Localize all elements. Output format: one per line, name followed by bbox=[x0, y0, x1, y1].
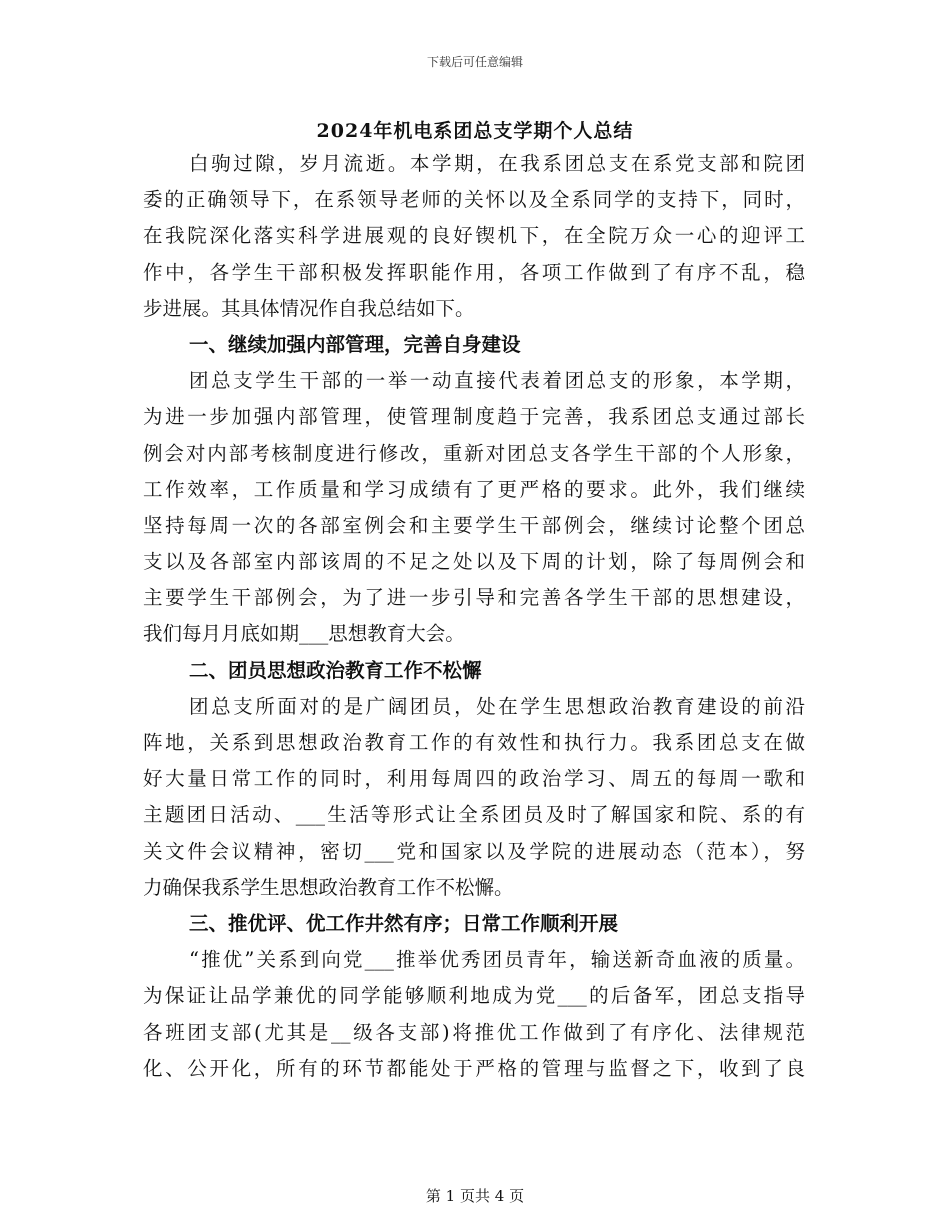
text-line: 团总支所面对的是广阔团员，处在学生思想政治教育建设的前沿 bbox=[189, 694, 805, 718]
text-line: 阵地，关系到思想政治教育工作的有效性和执行力。我系团总支在做 bbox=[143, 731, 805, 754]
text-line: 例会对内部考核制度进行修改，重新对团总支各学生干部的个人形象， bbox=[143, 441, 805, 465]
text-line: 化、公开化，所有的环节都能处于严格的管理与监督之下，收到了良 bbox=[143, 1056, 805, 1080]
header-note: 下载后可任意编辑 bbox=[426, 55, 523, 69]
text-line: 我们每月月底如期___思想教育大会。 bbox=[143, 622, 465, 646]
document-body bbox=[143, 146, 805, 1087]
text-line: 关文件会议精神，密切___党和国家以及学院的进展动态（范本），努 bbox=[143, 839, 805, 863]
text-line: 在我院深化落实科学进展观的良好锲机下，在全院万众一心的迎评工 bbox=[143, 224, 805, 248]
section-heading: 一、继续加强内部管理，完善自身建设 bbox=[189, 332, 521, 356]
text-line: 坚持每周一次的各部室例会和主要学生干部例会，继续讨论整个团总 bbox=[143, 513, 805, 537]
text-line: 为进一步加强内部管理，使管理制度趋于完善，我系团总支通过部长 bbox=[143, 405, 805, 429]
text-line: 步进展。其具体情况作自我总结如下。 bbox=[143, 296, 475, 320]
text-line: 各班团支部(尤其是__级各支部)将推优工作做到了有序化、法律规范 bbox=[143, 1020, 805, 1044]
page-footer: 第 1 页共 4 页 bbox=[425, 1187, 525, 1205]
text-line: 作中，各学生干部积极发挥职能作用，各项工作做到了有序不乱，稳 bbox=[143, 260, 805, 284]
text-line: 白驹过隙，岁月流逝。本学期，在我系团总支在系党支部和院团 bbox=[189, 152, 805, 175]
text-line: 委的正确领导下，在系领导老师的关怀以及全系同学的支持下，同时， bbox=[143, 188, 805, 212]
section-heading: 二、团员思想政治教育工作不松懈 bbox=[189, 658, 482, 682]
text-line: 支以及各部室内部该周的不足之处以及下周的计划，除了每周例会和 bbox=[143, 550, 805, 574]
text-line: 力确保我系学生思想政治教育工作不松懈。 bbox=[143, 875, 514, 899]
text-line: 主题团日活动、___生活等形式让全系团员及时了解国家和院、系的有 bbox=[143, 803, 805, 827]
text-line: 主要学生干部例会，为了进一步引导和完善各学生干部的思想建设， bbox=[143, 586, 805, 610]
text-line: 好大量日常工作的同时，利用每周四的政治学习、周五的每周一歌和 bbox=[143, 767, 805, 791]
text-line: 为保证让品学兼优的同学能够顺利地成为党___的后备军，团总支指导 bbox=[143, 984, 805, 1008]
document-title: 2024年机电系团总支学期个人总结 bbox=[316, 120, 634, 142]
text-line: 团总支学生干部的一举一动直接代表着团总支的形象，本学期， bbox=[189, 369, 805, 393]
text-line: “推优”关系到向党___推举优秀团员青年，输送新奇血液的质量。 bbox=[189, 948, 805, 972]
text-line: 工作效率，工作质量和学习成绩有了更严格的要求。此外，我们继续 bbox=[143, 477, 805, 501]
section-heading: 三、推优评、优工作井然有序；日常工作顺利开展 bbox=[189, 911, 619, 935]
